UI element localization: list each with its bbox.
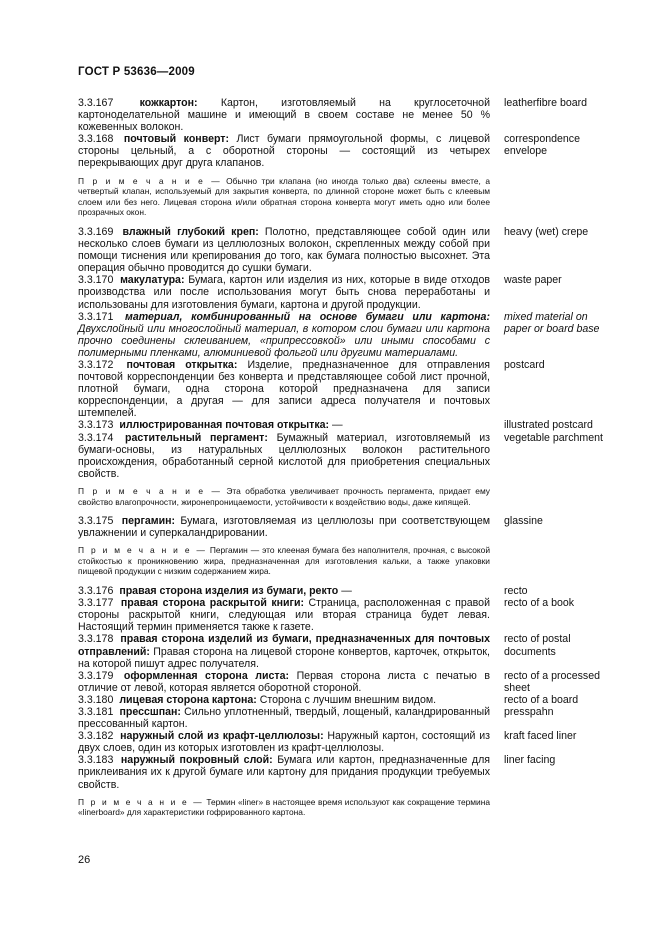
term-entry (78, 311, 608, 359)
term-entry (78, 730, 608, 754)
term-entry (78, 670, 608, 694)
english-equivalent: glassine (504, 515, 543, 528)
term-name: наружный слой из крафт-целлюлозы: (120, 730, 324, 743)
term-entry (78, 133, 608, 169)
term-definition (78, 597, 490, 633)
term-definition (78, 359, 490, 419)
english-equivalent: leatherfibre board (504, 97, 588, 109)
term-definition (78, 585, 490, 597)
note-label: П р и м е ч а н и е — (78, 175, 222, 186)
term-number: 3.3.178 (78, 633, 114, 646)
term-body: Картон, изготовляемый на круглосеточной картоноделательной машине и имеющий в своем составе не менее 50 % кожевенных волокон. (78, 97, 490, 134)
english-equivalent: presspahn (504, 706, 554, 718)
term-body: Изделие, предназначенное для отправления почтовой корреспонденции без конверта и представляющее собой лист прочной, плотной бумаги, одна сторона которой предназначена для записи корреспонденции, а другая — для записи адреса получателя и почтовых штемпелей. (78, 358, 490, 420)
term-name: растительный пергамент: (125, 431, 268, 444)
term-number: 3.3.169 (78, 225, 114, 238)
term-entry (78, 419, 608, 431)
term-definition (78, 419, 490, 431)
term-definition (78, 730, 490, 754)
english-equivalent: illustrated postcard (504, 419, 593, 432)
term-body: Правая сторона на лицевой стороне конвертов, карточек, открыток, на которой пишут адрес получателя. (78, 645, 490, 670)
term-number: 3.3.179 (78, 669, 114, 682)
note-label: П р и м е ч а н и е — (78, 485, 222, 496)
english-equivalent: vegetable parchment (504, 431, 603, 444)
term-number: 3.3.175 (78, 515, 114, 528)
term-definition (78, 274, 490, 310)
term-definition (78, 226, 490, 274)
term-entry (78, 274, 608, 310)
term-name: лицевая сторона картона: (119, 693, 257, 706)
term-number: 3.3.176 (78, 585, 114, 598)
note-label: П р и м е ч а н и е — (78, 796, 204, 807)
term-entry (78, 585, 608, 597)
term-note (78, 545, 490, 577)
note-text: Пергамин — это клееная бумага без наполнителя, прочная, с высокой стойкостью к проникновению жира, предназначенная для изготовления кальки, а также упаковки пищевой продукции с низким содержанием жира. (78, 545, 491, 577)
term-definition (78, 432, 490, 480)
term-body: Сильно уплотненный, твердый, лощеный, каландрированный прессованный картон. (78, 706, 490, 731)
term-entry (78, 515, 608, 539)
term-definition (78, 133, 490, 169)
term-number: 3.3.168 (78, 133, 114, 146)
term-body: Бумага, изготовляемая из целлюлозы при соответствующем увлажнении и суперкаландрировании. (78, 515, 490, 540)
term-definition (78, 97, 490, 133)
note-text: Термин «liner» в настоящее время используют как сокращение термина «linerboard» для характеристики гофрированного картона. (78, 796, 490, 818)
term-number: 3.3.171 (78, 310, 114, 323)
term-name: влажный глубокий креп: (122, 225, 259, 238)
term-name: правая сторона раскрытой книги: (120, 597, 305, 610)
note-text: Обычно три клапана (но иногда только два) склеены вместе, а четвертый клапан, используемый для закрытия конверта, по длинной стороне может быть с клеевым слоем или без него. Лицевая сторона и/или обратная сторона конверта могут иметь одно или более прозрачных окон. (78, 175, 490, 218)
term-name: пергамин: (121, 515, 176, 528)
term-entry (78, 694, 608, 706)
term-definition (78, 694, 490, 706)
term-number: 3.3.177 (78, 597, 114, 610)
term-entry (78, 633, 608, 669)
term-name: макулатура: (120, 274, 185, 287)
term-name: почтовый конверт: (123, 133, 230, 146)
term-body: Первая сторона листа с печатью в отличие от левой, которая является оборотной стороной. (78, 669, 490, 694)
english-equivalent: liner facing (504, 754, 556, 767)
term-body: Сторона с лучшим внешним видом. (259, 693, 437, 706)
term-number: 3.3.180 (78, 693, 114, 706)
term-name: оформленная сторона листа: (123, 669, 289, 682)
term-body: Лист бумаги прямоугольной формы, с лицевой стороны цельный, а с оборотной стороны — состоящий из четырех перекрывающих друг друга клапанов. (78, 133, 490, 170)
term-definition (78, 633, 490, 669)
terms-list (78, 97, 608, 826)
term-body: Бумага или картон, предназначенные для приклеивания их к другой бумаге или картону для придания продукции требуемых свойств. (78, 754, 490, 791)
term-number: 3.3.172 (78, 358, 114, 371)
term-note (78, 486, 490, 507)
english-equivalent: recto (504, 585, 528, 598)
term-entry (78, 97, 608, 133)
term-name: кожкартон: (139, 97, 198, 109)
term-body: Полотно, представляющее собой один или несколько слоев бумаги из целлюлозных волокон, скрепленных между собой при помощи тиснения или крепирования до того, как бумага полностью высохнет. Эта операция обычно проводится до сушки бумаги. (78, 225, 490, 275)
term-name: иллюстрированная почтовая открытка: (119, 419, 330, 432)
term-entry (78, 226, 608, 274)
term-entry (78, 754, 608, 790)
term-entry (78, 597, 608, 633)
english-equivalent: kraft faced liner (504, 730, 577, 743)
term-number: 3.3.173 (78, 419, 114, 432)
english-equivalent: waste paper (504, 274, 562, 287)
term-note (78, 797, 490, 818)
term-number: 3.3.167 (78, 97, 114, 109)
term-definition (78, 670, 490, 694)
english-equivalent: correspondence envelope (504, 133, 580, 158)
english-equivalent: recto of a board (504, 693, 579, 706)
term-body: Страница, расположенная с правой стороны раскрытой книги, следующая или вторая страница будет левая. Настоящий термин применяется также к газете. (78, 597, 490, 634)
term-number: 3.3.182 (78, 730, 114, 743)
english-equivalent: recto of postal documents (504, 633, 571, 658)
term-number: 3.3.183 (78, 754, 114, 767)
term-body: Наружный картон, состоящий из двух слоев, один из которых изготовлен из крафт-целлюлозы. (78, 730, 490, 755)
term-name: материал, комбинированный на основе бумаги или картона: (125, 310, 490, 323)
term-body: Бумага, картон или изделия из них, которые в виде отходов производства или после использования могут быть снова переработаны и использованы для изготовления бумаги, картона и другой продукции. (78, 274, 490, 311)
term-body: — (332, 419, 343, 432)
term-entry (78, 359, 608, 419)
term-entry (78, 432, 608, 480)
term-name: наружный покровный слой: (120, 754, 273, 767)
note-label: П р и м е ч а н и е — (78, 545, 207, 556)
term-name: правая сторона изделия из бумаги, ректо (119, 585, 339, 598)
english-equivalent: heavy (wet) crepe (504, 225, 589, 238)
term-name: прессшпан: (119, 706, 181, 718)
term-definition (78, 515, 490, 539)
page-number: 26 (78, 854, 91, 866)
term-body: — (341, 585, 352, 598)
english-equivalent: mixed material on paper or board base (504, 310, 600, 335)
term-definition (78, 754, 490, 790)
term-name: правая сторона изделий из бумаги, предназначенных для почтовых отправлений: (78, 633, 490, 658)
term-note (78, 176, 490, 218)
term-definition (78, 311, 490, 359)
term-number: 3.3.181 (78, 706, 114, 718)
term-body: Бумажный материал, изготовляемый из бумаги-основы, из натуральных целлюлозных волокон растительного происхождения, обработанный серной кислотой для приобретения специальных свойств. (78, 431, 490, 480)
english-equivalent: recto of a processed sheet (504, 669, 600, 694)
term-entry (78, 706, 608, 730)
term-definition (78, 706, 490, 730)
term-body: Двухслойный или многослойный материал, в котором слои бумаги или картона прочно соединены склеиванием, «припрессовкой» или иными способами с полимерными пленками, алюминиевой фольгой или другими материалами. (78, 322, 490, 359)
note-text: Эта обработка увеличивает прочность пергамента, придает ему свойство влагопрочности, жиронепроницаемости, устойчивости к воздействию воды, даже кипящей. (78, 485, 490, 507)
term-number: 3.3.170 (78, 274, 114, 287)
document-header: ГОСТ Р 53636—2009 (78, 66, 195, 78)
term-number: 3.3.174 (78, 431, 114, 444)
english-equivalent: postcard (504, 358, 545, 371)
english-equivalent: recto of a book (504, 597, 575, 610)
term-name: почтовая открытка: (126, 358, 238, 371)
